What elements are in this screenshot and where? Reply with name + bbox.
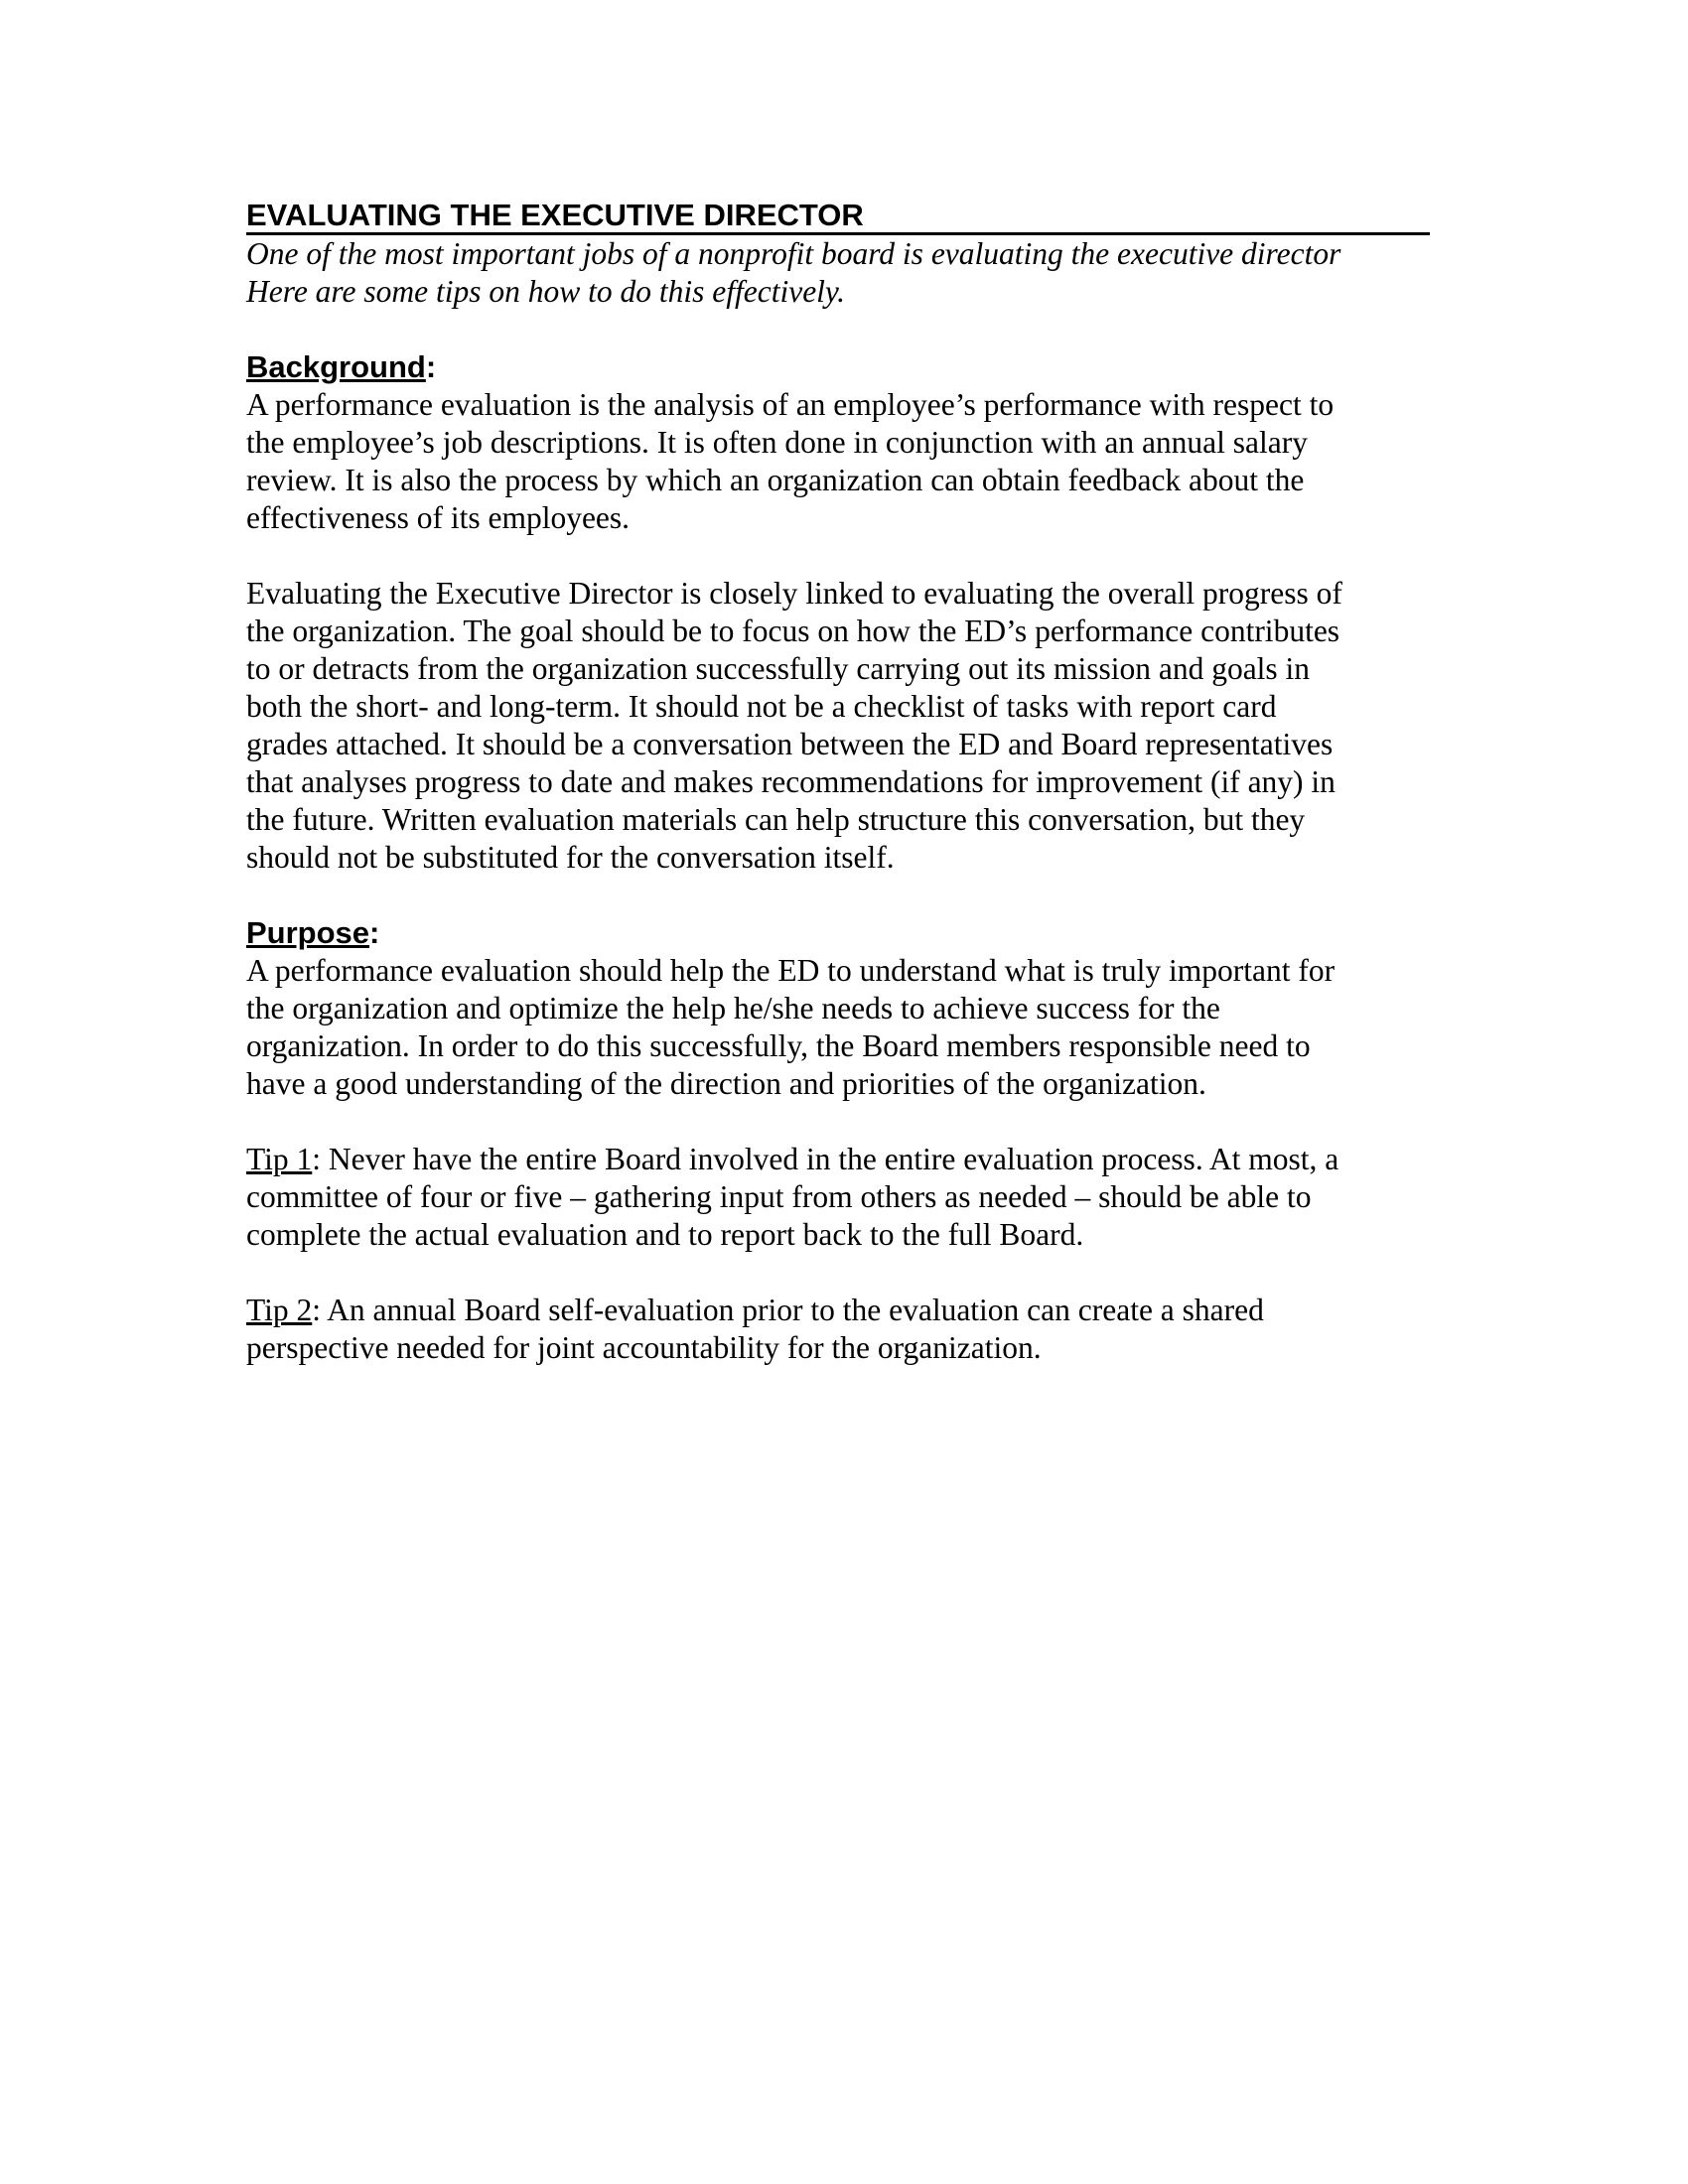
paragraph-line: the future. Written evaluation materials can help structure this conversation, but they [246,802,1306,837]
intro-line: Here are some tips on how to do this effectively. [246,274,846,309]
purpose-heading-label: Purpose [246,915,370,950]
paragraph-line: A performance evaluation should help the ED to understand what is truly important for [246,953,1336,988]
document-body [246,197,1438,1367]
tip-2-text: : An annual Board self-evaluation prior to the evaluation can create a shared [312,1293,1264,1327]
paragraph-line: the organization and optimize the help he/she needs to achieve success for the [246,991,1220,1025]
paragraph-line: both the short- and long-term. It should not be a checklist of tasks with report card [246,689,1277,724]
intro-text [246,235,1438,311]
intro-line: One of the most important jobs of a nonprofit board is evaluating the executive director [246,236,1341,271]
background-heading-colon: : [425,349,437,384]
paragraph-line: effectiveness of its employees. [246,500,631,535]
tip-1-text: : Never have the entire Board involved in the entire evaluation process. At most, a [312,1142,1339,1176]
background-paragraph-1 [246,386,1438,537]
paragraph-line: the organization. The goal should be to focus on how the ED’s performance contributes [246,614,1340,648]
paragraph-line: to or detracts from the organization successfully carrying out its mission and goals in [246,651,1311,686]
document-title: EVALUATING THE EXECUTIVE DIRECTOR [246,197,1430,235]
tip-1-label: Tip 1 [246,1142,313,1176]
purpose-paragraph [246,952,1438,1103]
tip-2-label: Tip 2 [246,1293,313,1327]
paragraph-line: committee of four or five – gathering input from others as needed – should be able to [246,1179,1312,1214]
paragraph-line: grades attached. It should be a conversation between the ED and Board representatives [246,727,1334,761]
paragraph-line: should not be substituted for the conversation itself. [246,840,895,875]
tip-2-paragraph [246,1292,1438,1367]
paragraph-line: perspective needed for joint accountability for the organization. [246,1330,1042,1365]
paragraph-line: complete the actual evaluation and to report back to the full Board. [246,1217,1084,1252]
paragraph-line [246,1292,1438,1329]
background-heading [246,348,1438,386]
paragraph-line: organization. In order to do this successfully, the Board members responsible need to [246,1028,1311,1063]
purpose-heading [246,914,1438,952]
paragraph-line: Evaluating the Executive Director is closely linked to evaluating the overall progress of [246,576,1342,611]
purpose-heading-colon: : [369,915,380,950]
paragraph-line: have a good understanding of the direction and priorities of the organization. [246,1066,1206,1101]
tip-1-paragraph [246,1141,1438,1254]
background-paragraph-2 [246,575,1438,877]
paragraph-line: the employee’s job descriptions. It is often done in conjunction with an annual salary [246,425,1309,460]
paragraph-line: that analyses progress to date and makes recommendations for improvement (if any) in [246,764,1336,799]
paragraph-line [246,1141,1438,1178]
paragraph-line: A performance evaluation is the analysis of an employee’s performance with respect to [246,387,1335,422]
background-heading-label: Background [246,349,426,384]
paragraph-line: review. It is also the process by which an organization can obtain feedback about the [246,463,1305,497]
